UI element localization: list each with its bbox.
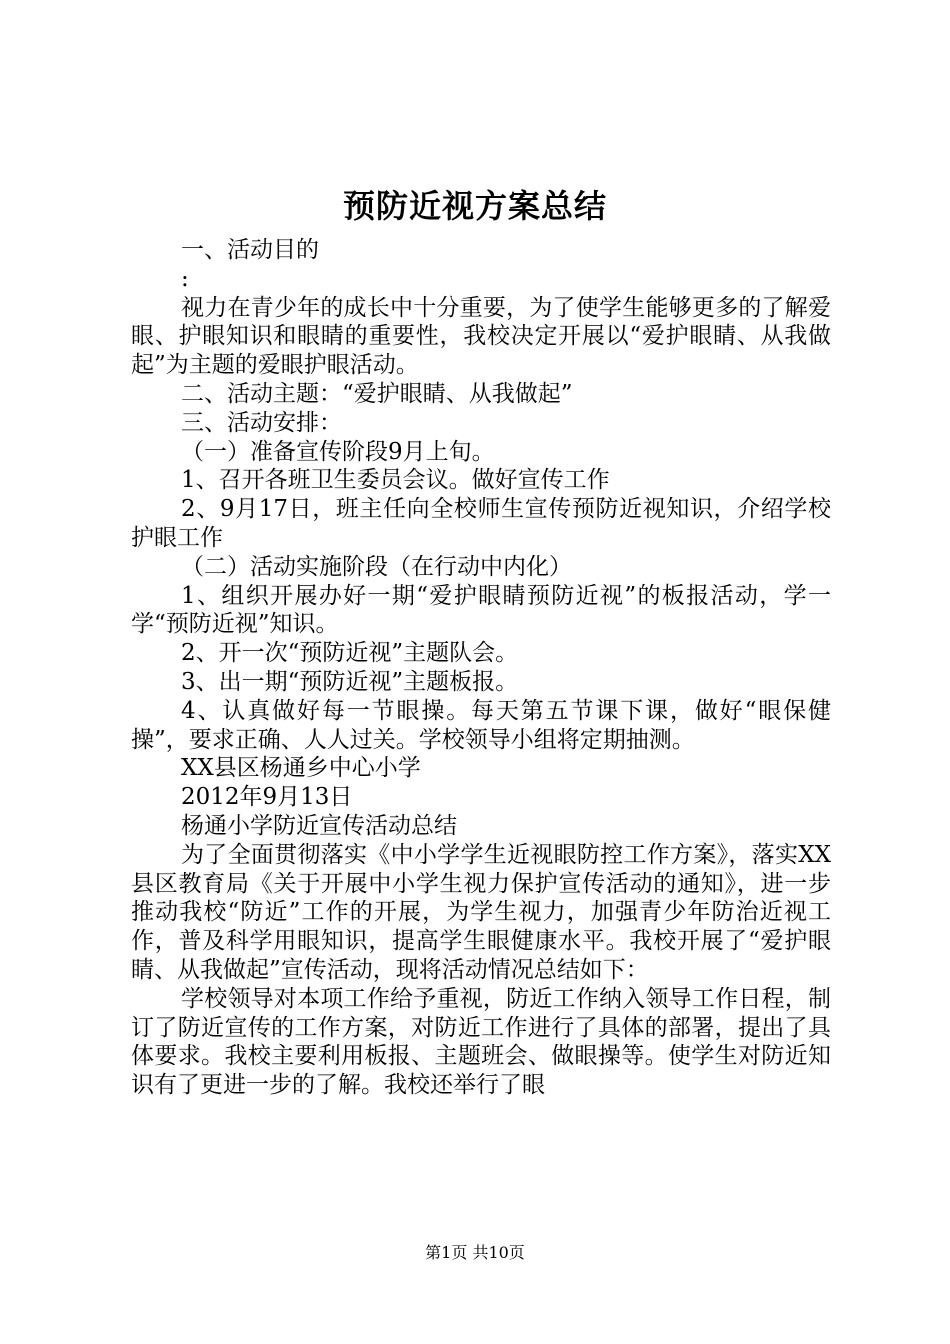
list-item: 4、认真做好每一节眼操。每天第五节课下课，做好“眼保健操”，要求正确、人人过关。学校领导小组将定期抽测。 xyxy=(131,697,831,753)
list-item: 1、组织开展办好一期“爱护眼睛预防近视”的板报活动，学一学“预防近视”知识。 xyxy=(131,582,831,638)
paragraph: : xyxy=(181,265,189,292)
section-title: 杨通小学防近宣传活动总结 xyxy=(181,812,457,839)
list-item: 2、9月17日，班主任向全校师生宣传预防近视知识，介绍学校护眼工作 xyxy=(131,496,831,551)
document-title: 预防近视方案总结 xyxy=(342,187,607,225)
page-footer: 第1页 共10页 xyxy=(425,1243,525,1262)
section-heading: 三、活动安排： xyxy=(181,409,342,436)
section-heading: 一、活动目的 xyxy=(181,237,319,263)
subsection-heading: （二）活动实施阶段（在行动中内化） xyxy=(181,553,572,580)
list-item: 2、开一次“预防近视”主题队会。 xyxy=(181,640,519,667)
signature-date: 2012年9月13日 xyxy=(181,784,353,811)
signature-org: XX县区杨通乡中心小学 xyxy=(181,755,421,782)
list-item: 1、召开各班卫生委员会议。做好宣传工作 xyxy=(181,467,610,494)
paragraph: 学校领导对本项工作给予重视，防近工作纳入领导工作日程，制订了防近宣传的工作方案，对防近工作进行了具体的部署，提出了具体要求。我校主要利用板报、主题班会、做眼操等。使学生对防近知识有了更进一步的了解。我校还举行了眼 xyxy=(131,985,831,1099)
paragraph: 为了全面贯彻落实《中小学学生近视眼防控工作方案》，落实XX县区教育局《关于开展中小学生视力保护宣传活动的通知》，进一步推动我校“防近”工作的开展，为学生视力，加强青少年防治近视工作，普及科学用眼知识，提高学生眼健康水平。我校开展了“爱护眼睛、从我做起”宣传活动，现将活动情况总结如下： xyxy=(131,841,831,983)
paragraph: 视力在青少年的成长中十分重要，为了使学生能够更多的了解爱眼、护眼知识和眼睛的重要性，我校决定开展以“爱护眼睛、从我做起”为主题的爱眼护眼活动。 xyxy=(131,294,831,379)
subsection-heading: （一）准备宣传阶段9月上旬。 xyxy=(181,438,495,465)
list-item: 3、出一期“预防近视”主题板报。 xyxy=(181,668,519,695)
section-heading: 二、活动主题：“爱护眼睛、从我做起” xyxy=(181,380,573,407)
document-body xyxy=(131,236,831,1100)
